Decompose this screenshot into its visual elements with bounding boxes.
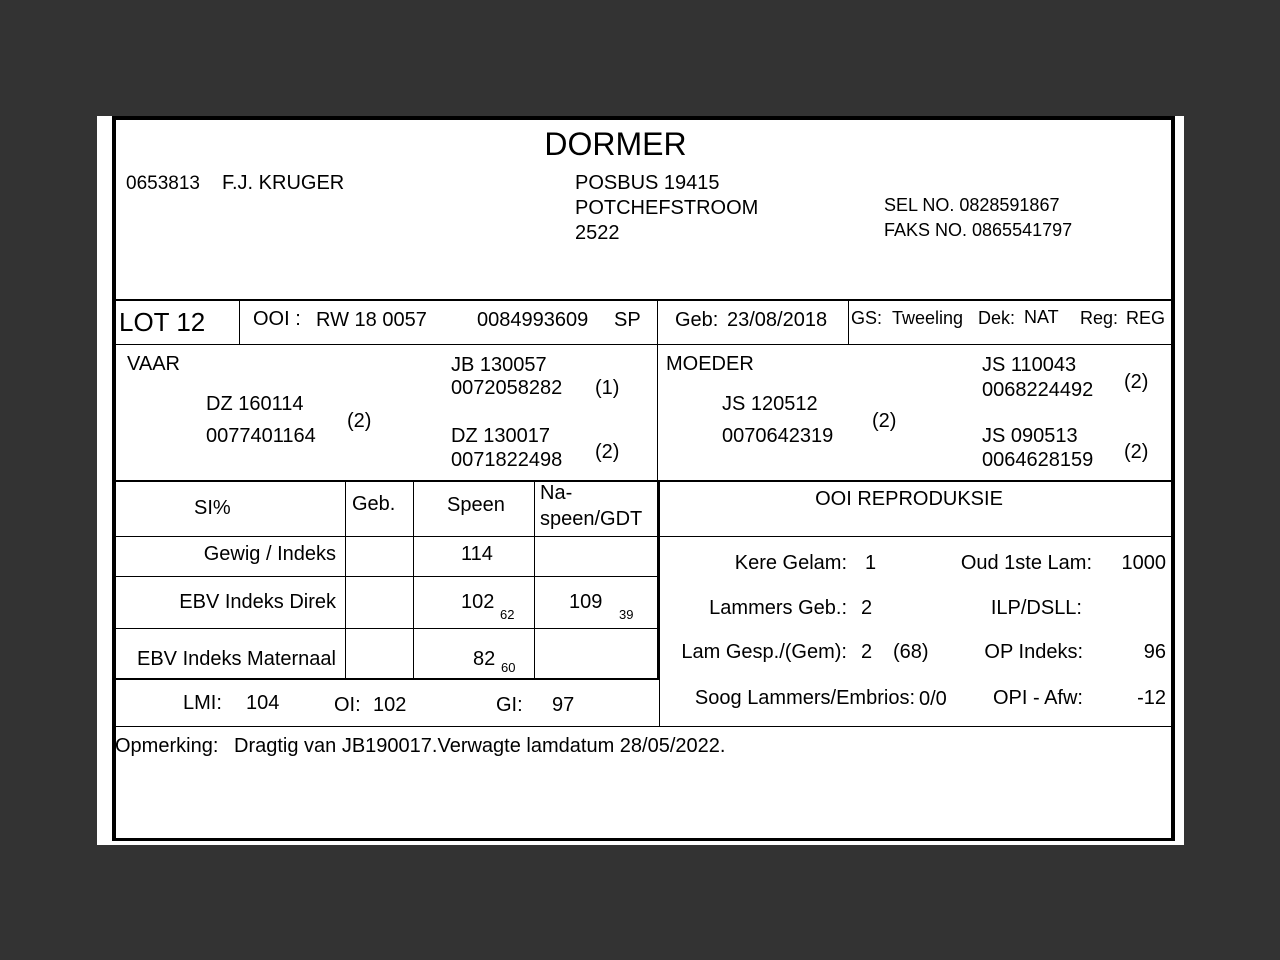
phone-number: SEL NO. 0828591867	[884, 195, 1060, 215]
lammers-geb-value: 2	[861, 597, 873, 619]
fax-number: FAKS NO. 0865541797	[884, 220, 1073, 240]
soog-label: Soog Lammers/Embrios:	[694, 687, 915, 709]
dam-dam-no: 0064628159	[982, 449, 1094, 471]
perf-col-naspeen	[534, 480, 535, 678]
lam-gesp-gem-value: (68)	[893, 641, 929, 663]
perf-row-naspeen: 109	[569, 591, 603, 613]
lmi-label: LMI:	[183, 692, 222, 714]
dam-id: JS 120512	[722, 393, 818, 415]
divider-reproduction-title	[659, 536, 1174, 537]
divider-lot-top	[112, 299, 1174, 301]
perf-row-speen: 114	[461, 543, 493, 565]
op-indeks-label: OP Indeks:	[984, 641, 1083, 663]
lmi-value: 104	[246, 692, 280, 714]
perf-row-label: Gewig / Indeks	[203, 543, 336, 565]
frame-top	[112, 116, 1174, 120]
sire-score: (2)	[347, 410, 372, 432]
sire-no: 0077401164	[206, 425, 316, 447]
ewe-grade: SP	[614, 309, 641, 331]
gi-value: 97	[552, 694, 575, 716]
address-line-2: POTCHEFSTROOM	[575, 197, 759, 219]
ilp-label: ILP/DSLL:	[990, 597, 1082, 619]
sire-dam-id: DZ 130017	[451, 425, 550, 447]
frame-left	[112, 116, 116, 841]
dam-sire-no: 0068224492	[982, 379, 1094, 401]
lot-card	[97, 116, 1184, 845]
perf-line-row2	[112, 628, 659, 629]
gs-value: Tweeling	[892, 308, 964, 328]
dam-no: 0070642319	[722, 425, 834, 447]
sire-sire-no: 0072058282	[451, 377, 563, 399]
oi-label: OI:	[334, 694, 361, 716]
divider-lot-2	[657, 299, 658, 345]
divider-reproduction-left	[659, 480, 660, 726]
perf-row-label: EBV Indeks Maternaal	[137, 648, 336, 670]
dek-value: NAT	[1024, 307, 1059, 327]
lam-gesp-value: 2	[861, 641, 873, 663]
kere-gelam-value: 1	[865, 552, 877, 574]
dek-label: Dek:	[978, 308, 1016, 328]
divider-lot-3	[848, 299, 849, 345]
perf-row-naspeen-sub: 39	[619, 607, 634, 622]
perf-row-speen: 82	[473, 648, 496, 670]
dam-dam-score: (2)	[1124, 441, 1149, 463]
opi-afw-value: -12	[1137, 687, 1166, 709]
perf-header-geb: Geb.	[352, 493, 396, 515]
divider-lot-bottom	[112, 344, 1174, 345]
dam-score: (2)	[872, 410, 897, 432]
perf-row-speen: 102	[461, 591, 495, 613]
sire-label: VAAR	[127, 353, 180, 375]
perf-line-bottom	[112, 678, 659, 680]
perf-row-label: EBV Indeks Direk	[179, 591, 336, 613]
oi-value: 102	[373, 694, 407, 716]
dam-label: MOEDER	[666, 353, 754, 375]
perf-row-speen-sub: 60	[501, 660, 516, 675]
remarks-text: Dragtig van JB190017.Verwagte lamdatum 28/05/2022.	[234, 735, 726, 757]
perf-col-speen	[413, 480, 414, 678]
divider-pedigree-bottom	[112, 480, 1174, 482]
dam-dam-id: JS 090513	[982, 425, 1078, 447]
reg-value: REG	[1126, 308, 1166, 328]
ewe-label: OOI :	[253, 308, 301, 330]
ewe-id: RW 18 0057	[316, 309, 427, 331]
sire-dam-no: 0071822498	[451, 449, 563, 471]
perf-header-speen: Speen	[447, 494, 505, 516]
sire-sire-id: JB 130057	[451, 354, 547, 376]
dam-sire-id: JS 110043	[982, 354, 1077, 376]
divider-lot-1	[239, 299, 240, 345]
owner-name: F.J. KRUGER	[222, 172, 345, 194]
address-line-1: POSBUS 19415	[575, 172, 720, 194]
oud-lam-label: Oud 1ste Lam:	[960, 552, 1092, 574]
address-line-3: 2522	[575, 222, 620, 244]
lot-number: LOT 12	[119, 307, 206, 337]
ewe-reg-no: 0084993609	[477, 309, 589, 331]
breed-title: DORMER	[544, 126, 687, 162]
perf-header-naspeen-2: speen/GDT	[540, 508, 643, 530]
gs-label: GS:	[851, 308, 883, 328]
divider-pedigree	[657, 344, 658, 480]
kere-gelam-label: Kere Gelam:	[734, 552, 847, 574]
soog-value: 0/0	[919, 688, 947, 710]
perf-row-speen-sub: 62	[500, 607, 515, 622]
frame-right	[1171, 116, 1175, 841]
birth-date: 23/08/2018	[727, 309, 828, 331]
oud-lam-value: 1000	[1121, 552, 1166, 574]
perf-col-geb	[345, 480, 346, 678]
opi-afw-label: OPI - Afw:	[992, 687, 1083, 709]
remarks-label: Opmerking:	[115, 735, 219, 757]
gi-label: GI:	[496, 694, 523, 716]
sire-sire-score: (1)	[595, 377, 620, 399]
perf-line-row1	[112, 576, 659, 577]
divider-indices-bottom	[112, 726, 1174, 727]
reg-label: Reg:	[1080, 308, 1119, 328]
lammers-geb-label: Lammers Geb.:	[709, 597, 847, 619]
owner-id: 0653813	[126, 173, 200, 194]
sire-dam-score: (2)	[595, 441, 620, 463]
perf-header-si: SI%	[194, 497, 231, 519]
op-indeks-value: 96	[1143, 641, 1166, 663]
dam-sire-score: (2)	[1124, 371, 1149, 393]
sire-id: DZ 160114	[206, 393, 304, 415]
reproduction-title: OOI REPRODUKSIE	[815, 488, 1003, 510]
frame-bottom	[112, 838, 1174, 841]
perf-header-naspeen-1: Na-	[540, 482, 573, 504]
perf-line-header	[112, 536, 659, 537]
lam-gesp-label: Lam Gesp./(Gem):	[681, 641, 847, 663]
birth-label: Geb:	[675, 309, 719, 331]
